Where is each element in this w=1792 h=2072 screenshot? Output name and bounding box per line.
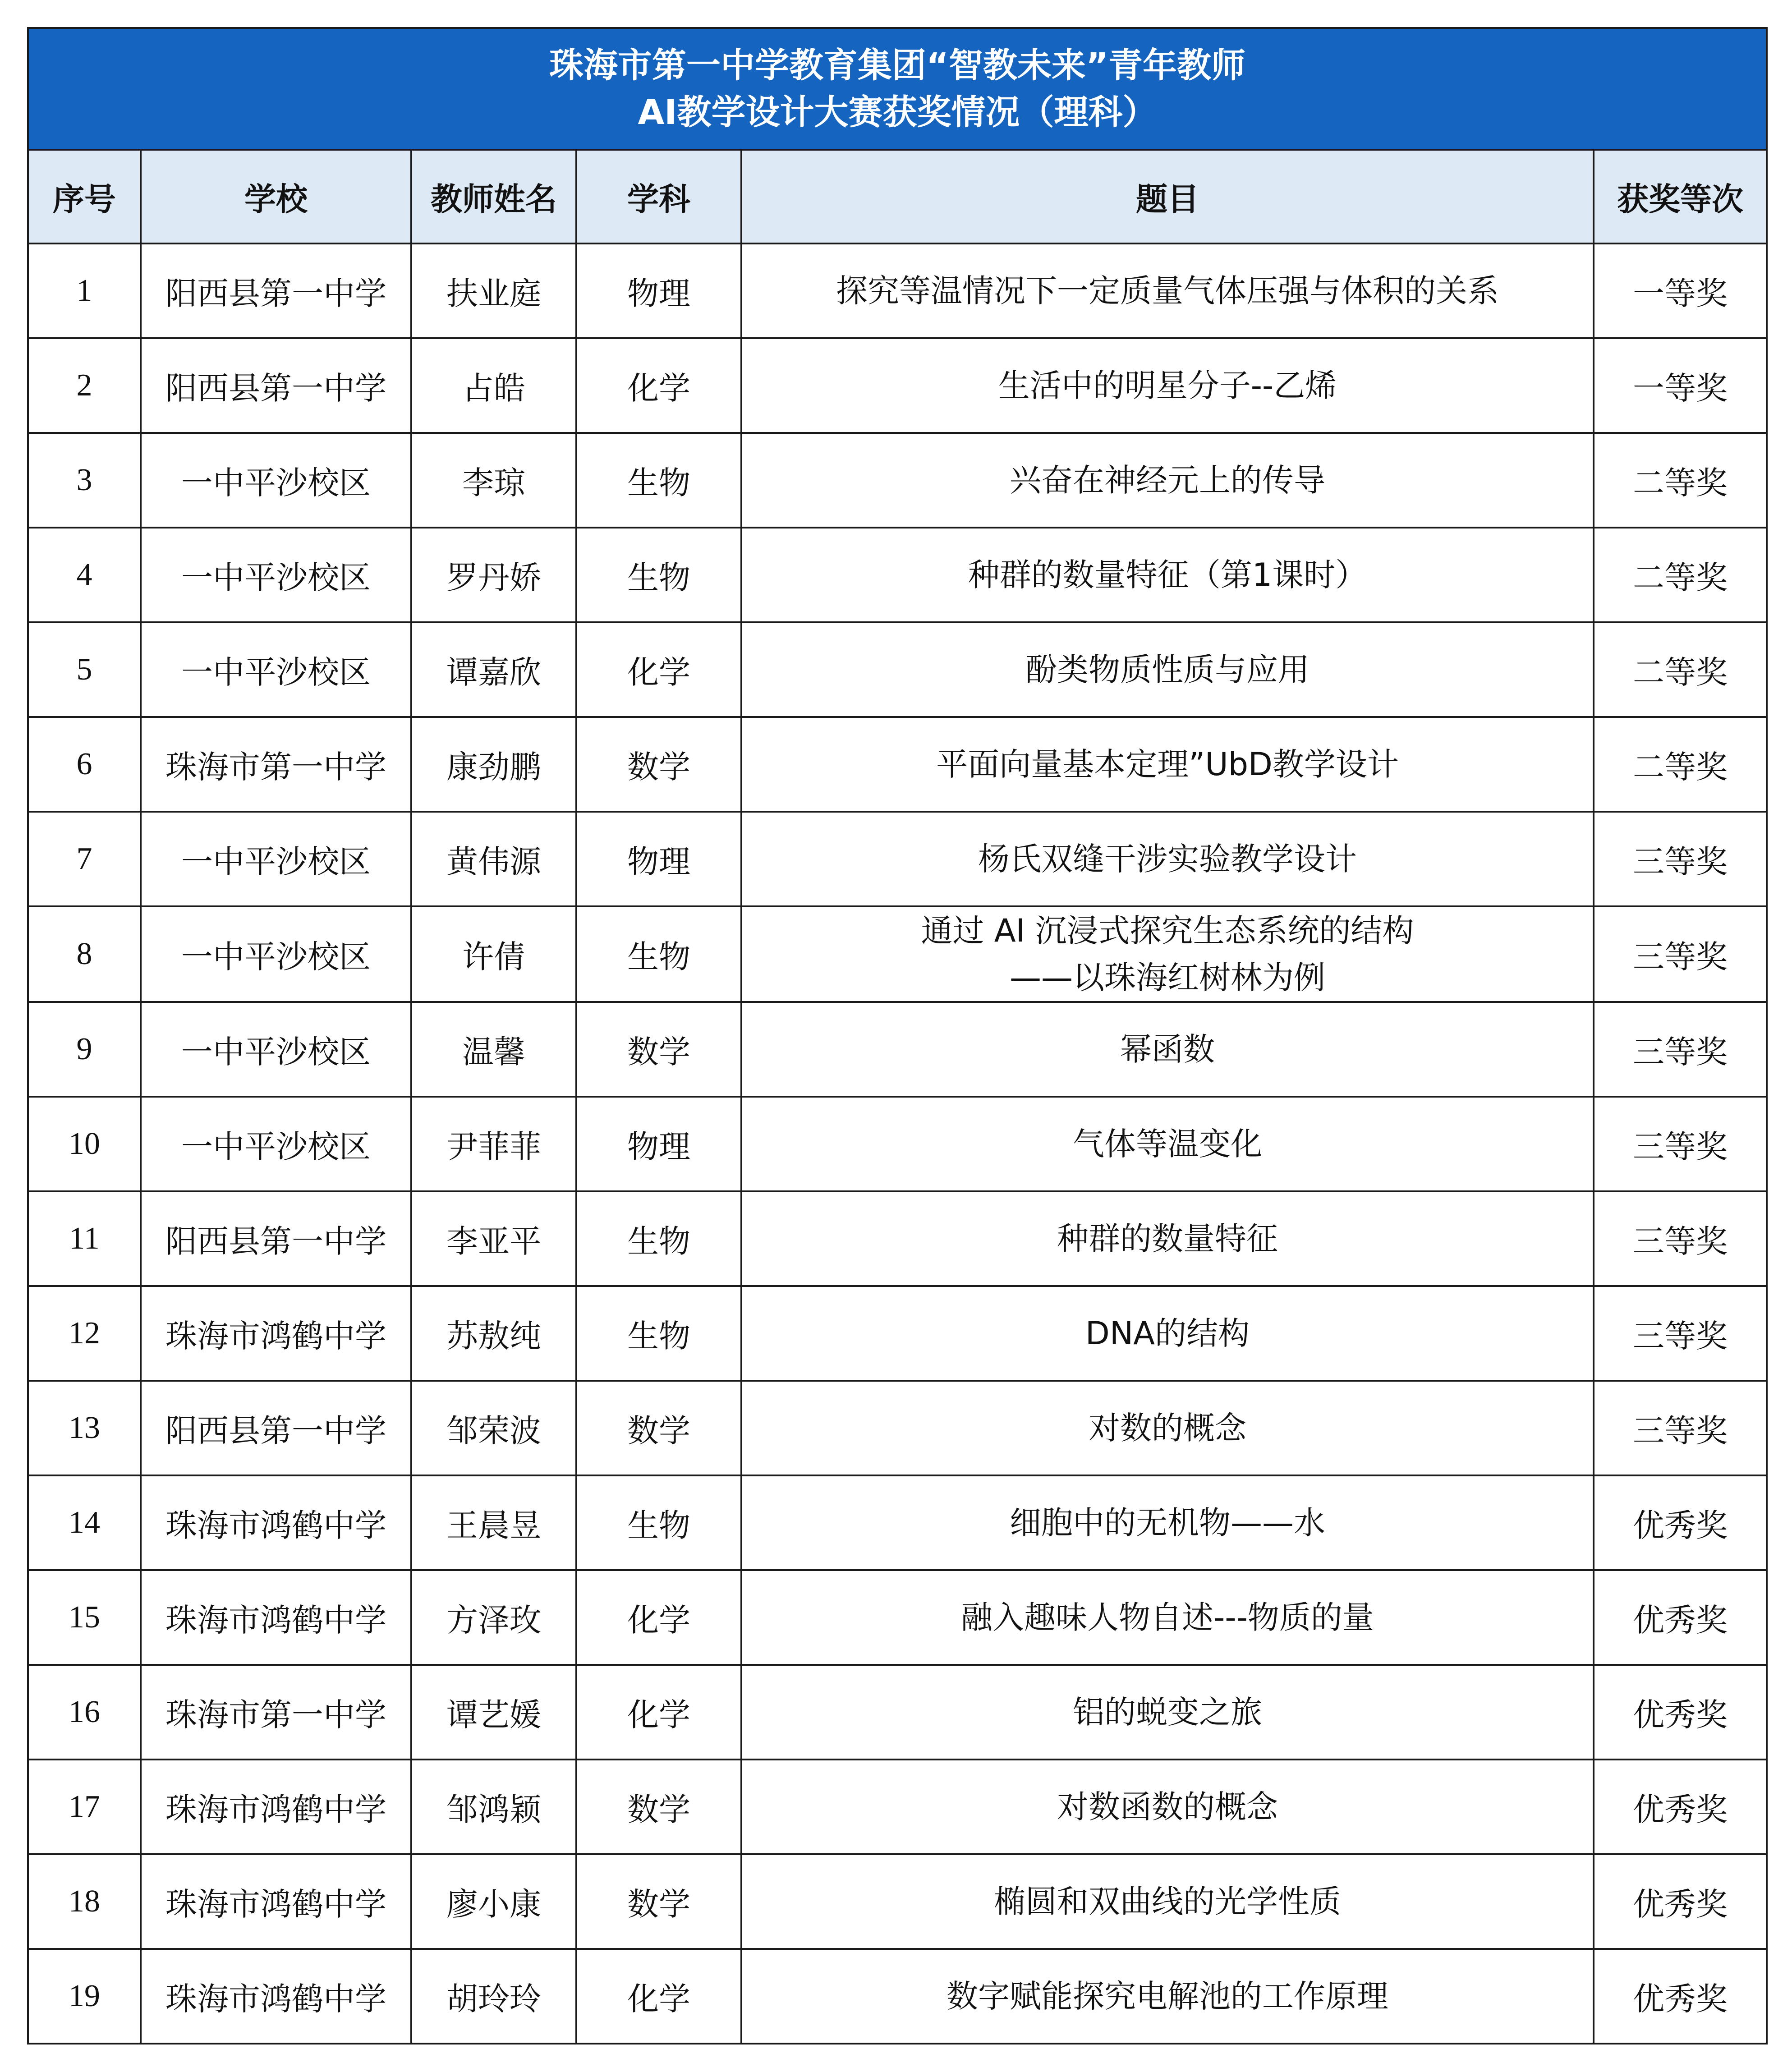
title-line-2: AI教学设计大赛获奖情况（理科） — [638, 92, 1157, 132]
table-row — [28, 1475, 1767, 1570]
cell-award: 二等奖 — [1594, 717, 1767, 812]
cell-school: 珠海市鸿鹤中学 — [141, 1760, 411, 1854]
cell-subject: 生物 — [576, 1286, 741, 1381]
header-subject: 学科 — [576, 150, 741, 243]
cell-school: 一中平沙校区 — [141, 433, 411, 528]
cell-topic — [741, 1002, 1594, 1097]
cell-index: 11 — [28, 1191, 141, 1286]
topic-line: 气体等温变化 — [1073, 1126, 1262, 1162]
cell-topic — [741, 717, 1594, 812]
cell-teacher: 谭嘉欣 — [411, 622, 576, 717]
cell-award: 一等奖 — [1594, 243, 1767, 338]
cell-teacher: 李亚平 — [411, 1191, 576, 1286]
cell-teacher: 方泽玫 — [411, 1570, 576, 1665]
cell-award: 三等奖 — [1594, 812, 1767, 906]
cell-teacher: 罗丹娇 — [411, 528, 576, 622]
cell-school: 一中平沙校区 — [141, 906, 411, 1002]
table-row — [28, 338, 1767, 433]
cell-index: 15 — [28, 1570, 141, 1665]
award-table — [27, 27, 1768, 2044]
cell-topic — [741, 243, 1594, 338]
cell-subject: 化学 — [576, 622, 741, 717]
topic-line: 兴奋在神经元上的传导 — [1010, 462, 1325, 499]
table-row — [28, 1381, 1767, 1475]
header-index: 序号 — [28, 150, 141, 243]
cell-school: 珠海市鸿鹤中学 — [141, 1475, 411, 1570]
cell-school: 阳西县第一中学 — [141, 1381, 411, 1475]
topic-line: 铝的蜕变之旅 — [1073, 1694, 1262, 1731]
cell-school: 珠海市鸿鹤中学 — [141, 1286, 411, 1381]
cell-subject: 物理 — [576, 812, 741, 906]
cell-school: 珠海市鸿鹤中学 — [141, 1570, 411, 1665]
title-row — [28, 28, 1767, 150]
cell-school: 一中平沙校区 — [141, 1097, 411, 1191]
table-row — [28, 1854, 1767, 1949]
cell-index: 5 — [28, 622, 141, 717]
topic-line: 探究等温情况下一定质量气体压强与体积的关系 — [836, 272, 1499, 309]
cell-subject: 生物 — [576, 433, 741, 528]
topic-line: 对数的概念 — [1089, 1410, 1246, 1447]
cell-topic — [741, 622, 1594, 717]
cell-topic — [741, 338, 1594, 433]
table-row — [28, 1570, 1767, 1665]
cell-topic — [741, 1760, 1594, 1854]
cell-subject: 生物 — [576, 528, 741, 622]
cell-topic — [741, 1854, 1594, 1949]
header-teacher: 教师姓名 — [411, 150, 576, 243]
cell-index: 12 — [28, 1286, 141, 1381]
cell-award: 一等奖 — [1594, 338, 1767, 433]
table-row — [28, 1097, 1767, 1191]
table-row — [28, 1760, 1767, 1854]
cell-topic — [741, 1191, 1594, 1286]
cell-school: 珠海市第一中学 — [141, 1665, 411, 1760]
cell-index: 7 — [28, 812, 141, 906]
title-line-1: 珠海市第一中学教育集团“智教未来”青年教师 — [549, 45, 1245, 85]
cell-index: 14 — [28, 1475, 141, 1570]
cell-index: 17 — [28, 1760, 141, 1854]
cell-topic — [741, 906, 1594, 1002]
topic-line: 椭圆和双曲线的光学性质 — [994, 1883, 1341, 1920]
cell-teacher: 尹菲菲 — [411, 1097, 576, 1191]
cell-topic — [741, 1286, 1594, 1381]
cell-index: 1 — [28, 243, 141, 338]
cell-subject: 化学 — [576, 1570, 741, 1665]
table-body — [28, 243, 1767, 2044]
cell-topic — [741, 433, 1594, 528]
table-row — [28, 906, 1767, 1002]
cell-topic — [741, 1949, 1594, 2044]
table-row — [28, 1665, 1767, 1760]
cell-subject: 化学 — [576, 338, 741, 433]
cell-topic — [741, 812, 1594, 906]
cell-award: 优秀奖 — [1594, 1760, 1767, 1854]
table-row — [28, 717, 1767, 812]
cell-topic — [741, 1381, 1594, 1475]
cell-index: 6 — [28, 717, 141, 812]
cell-award: 优秀奖 — [1594, 1854, 1767, 1949]
cell-index: 4 — [28, 528, 141, 622]
table-row — [28, 1949, 1767, 2044]
cell-subject: 物理 — [576, 243, 741, 338]
topic-line: 幂函数 — [1120, 1031, 1215, 1068]
cell-index: 18 — [28, 1854, 141, 1949]
cell-topic — [741, 1475, 1594, 1570]
cell-index: 9 — [28, 1002, 141, 1097]
header-award: 获奖等次 — [1594, 150, 1767, 243]
header-topic: 题目 — [741, 150, 1594, 243]
cell-subject: 数学 — [576, 1002, 741, 1097]
cell-subject: 化学 — [576, 1665, 741, 1760]
cell-award: 优秀奖 — [1594, 1475, 1767, 1570]
cell-subject: 化学 — [576, 1949, 741, 2044]
cell-school: 一中平沙校区 — [141, 812, 411, 906]
cell-teacher: 占皓 — [411, 338, 576, 433]
cell-award: 三等奖 — [1594, 1286, 1767, 1381]
cell-subject: 生物 — [576, 906, 741, 1002]
cell-index: 8 — [28, 906, 141, 1002]
cell-index: 2 — [28, 338, 141, 433]
header-row — [28, 150, 1767, 243]
table-title — [28, 28, 1767, 150]
cell-subject: 数学 — [576, 1381, 741, 1475]
topic-line: 细胞中的无机物——水 — [1010, 1504, 1325, 1541]
cell-subject: 数学 — [576, 1854, 741, 1949]
header-school: 学校 — [141, 150, 411, 243]
cell-school: 阳西县第一中学 — [141, 338, 411, 433]
cell-index: 3 — [28, 433, 141, 528]
cell-subject: 数学 — [576, 1760, 741, 1854]
table-row — [28, 812, 1767, 906]
table-row — [28, 1191, 1767, 1286]
cell-award: 三等奖 — [1594, 1191, 1767, 1286]
cell-award: 优秀奖 — [1594, 1949, 1767, 2044]
cell-award: 二等奖 — [1594, 433, 1767, 528]
cell-school: 珠海市鸿鹤中学 — [141, 1854, 411, 1949]
cell-teacher: 王晨昱 — [411, 1475, 576, 1570]
cell-award: 优秀奖 — [1594, 1570, 1767, 1665]
cell-school: 珠海市鸿鹤中学 — [141, 1949, 411, 2044]
cell-school: 阳西县第一中学 — [141, 1191, 411, 1286]
cell-teacher: 邹荣波 — [411, 1381, 576, 1475]
table-row — [28, 1002, 1767, 1097]
cell-teacher: 胡玲玲 — [411, 1949, 576, 2044]
cell-subject: 数学 — [576, 717, 741, 812]
cell-teacher: 苏敖纯 — [411, 1286, 576, 1381]
cell-award: 二等奖 — [1594, 528, 1767, 622]
cell-teacher: 扶业庭 — [411, 243, 576, 338]
topic-line: 种群的数量特征（第1课时） — [968, 556, 1367, 593]
cell-school: 珠海市第一中学 — [141, 717, 411, 812]
table-row — [28, 1286, 1767, 1381]
cell-subject: 生物 — [576, 1475, 741, 1570]
cell-award: 三等奖 — [1594, 1381, 1767, 1475]
cell-teacher: 谭艺媛 — [411, 1665, 576, 1760]
topic-line: 种群的数量特征 — [1057, 1220, 1278, 1257]
cell-teacher: 温馨 — [411, 1002, 576, 1097]
cell-topic — [741, 1097, 1594, 1191]
topic-line: DNA的结构 — [1085, 1315, 1250, 1352]
cell-subject: 物理 — [576, 1097, 741, 1191]
topic-line: 杨氏双缝干涉实验教学设计 — [978, 841, 1357, 877]
cell-teacher: 李琼 — [411, 433, 576, 528]
cell-teacher: 邹鸿颖 — [411, 1760, 576, 1854]
table-row — [28, 622, 1767, 717]
table-row — [28, 433, 1767, 528]
cell-teacher: 康劲鹏 — [411, 717, 576, 812]
cell-award: 优秀奖 — [1594, 1665, 1767, 1760]
cell-teacher: 黄伟源 — [411, 812, 576, 906]
cell-index: 10 — [28, 1097, 141, 1191]
cell-award: 三等奖 — [1594, 1002, 1767, 1097]
cell-award: 二等奖 — [1594, 622, 1767, 717]
topic-line: 融入趣味人物自述---物质的量 — [961, 1599, 1374, 1636]
cell-teacher: 廖小康 — [411, 1854, 576, 1949]
topic-line: 平面向量基本定理”UbD教学设计 — [936, 746, 1399, 783]
cell-award: 三等奖 — [1594, 1097, 1767, 1191]
cell-index: 16 — [28, 1665, 141, 1760]
topic-line: 生活中的明星分子--乙烯 — [998, 367, 1337, 404]
topic-line: 数字赋能探究电解池的工作原理 — [947, 1978, 1388, 2015]
cell-school: 一中平沙校区 — [141, 1002, 411, 1097]
topic-line: 对数函数的概念 — [1057, 1788, 1278, 1825]
cell-school: 阳西县第一中学 — [141, 243, 411, 338]
topic-line: 酚类物质性质与应用 — [1025, 651, 1310, 688]
cell-index: 13 — [28, 1381, 141, 1475]
topic-line: 通过 AI 沉浸式探究生态系统的结构 — [921, 912, 1414, 949]
topic-line: ——以珠海红树林为例 — [1010, 959, 1325, 996]
cell-school: 一中平沙校区 — [141, 622, 411, 717]
cell-school: 一中平沙校区 — [141, 528, 411, 622]
cell-award: 三等奖 — [1594, 906, 1767, 1002]
cell-topic — [741, 1570, 1594, 1665]
cell-subject: 生物 — [576, 1191, 741, 1286]
cell-topic — [741, 1665, 1594, 1760]
cell-teacher: 许倩 — [411, 906, 576, 1002]
cell-topic — [741, 528, 1594, 622]
table-row — [28, 243, 1767, 338]
cell-index: 19 — [28, 1949, 141, 2044]
table-row — [28, 528, 1767, 622]
